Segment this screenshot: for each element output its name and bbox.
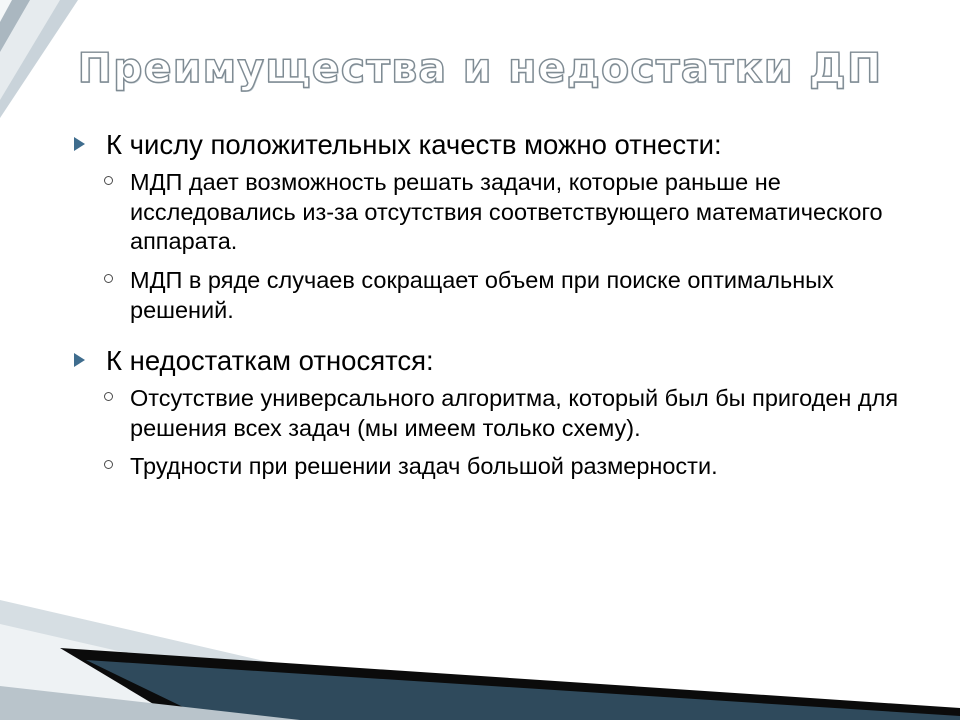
section-spacer [72, 334, 902, 344]
list-item [100, 266, 902, 325]
circle-bullet-icon [104, 392, 113, 401]
bullet-list-level2 [100, 168, 902, 325]
circle-bullet-icon [104, 460, 113, 469]
triangle-bullet-icon [74, 353, 85, 367]
list-item [100, 384, 902, 443]
bullet-list-level1 [72, 128, 902, 482]
triangle-bullet-icon [74, 137, 85, 151]
slide-body [72, 128, 902, 491]
bullet-text-level1: К числу положительных качеств можно отнести: [106, 129, 722, 160]
list-item [100, 452, 902, 482]
bullet-text-level2: Отсутствие универсального алгоритма, который был бы пригоден для решения всех задач (мы имеем только схему). [130, 385, 899, 441]
page-title: Преимущества и недостатки ДП [77, 44, 883, 92]
circle-bullet-icon [104, 274, 113, 283]
bullet-text-level2: МДП дает возможность решать задачи, которые раньше не исследовались из-за отсутствия соответствующего математического аппарата. [130, 169, 883, 255]
list-item [72, 128, 902, 162]
bullet-text-level2: МДП в ряде случаев сокращает объем при поиске оптимальных решений. [130, 266, 834, 323]
list-item [72, 344, 902, 378]
decorative-corner-bottom [0, 590, 960, 720]
bullet-text-level1: К недостаткам относятся: [106, 345, 434, 377]
circle-bullet-icon [104, 176, 113, 185]
title-area [0, 44, 960, 92]
bullet-list-level2 [100, 384, 902, 482]
bullet-text-level2: Трудности при решении задач большой размерности. [130, 453, 718, 480]
list-item [100, 168, 902, 257]
